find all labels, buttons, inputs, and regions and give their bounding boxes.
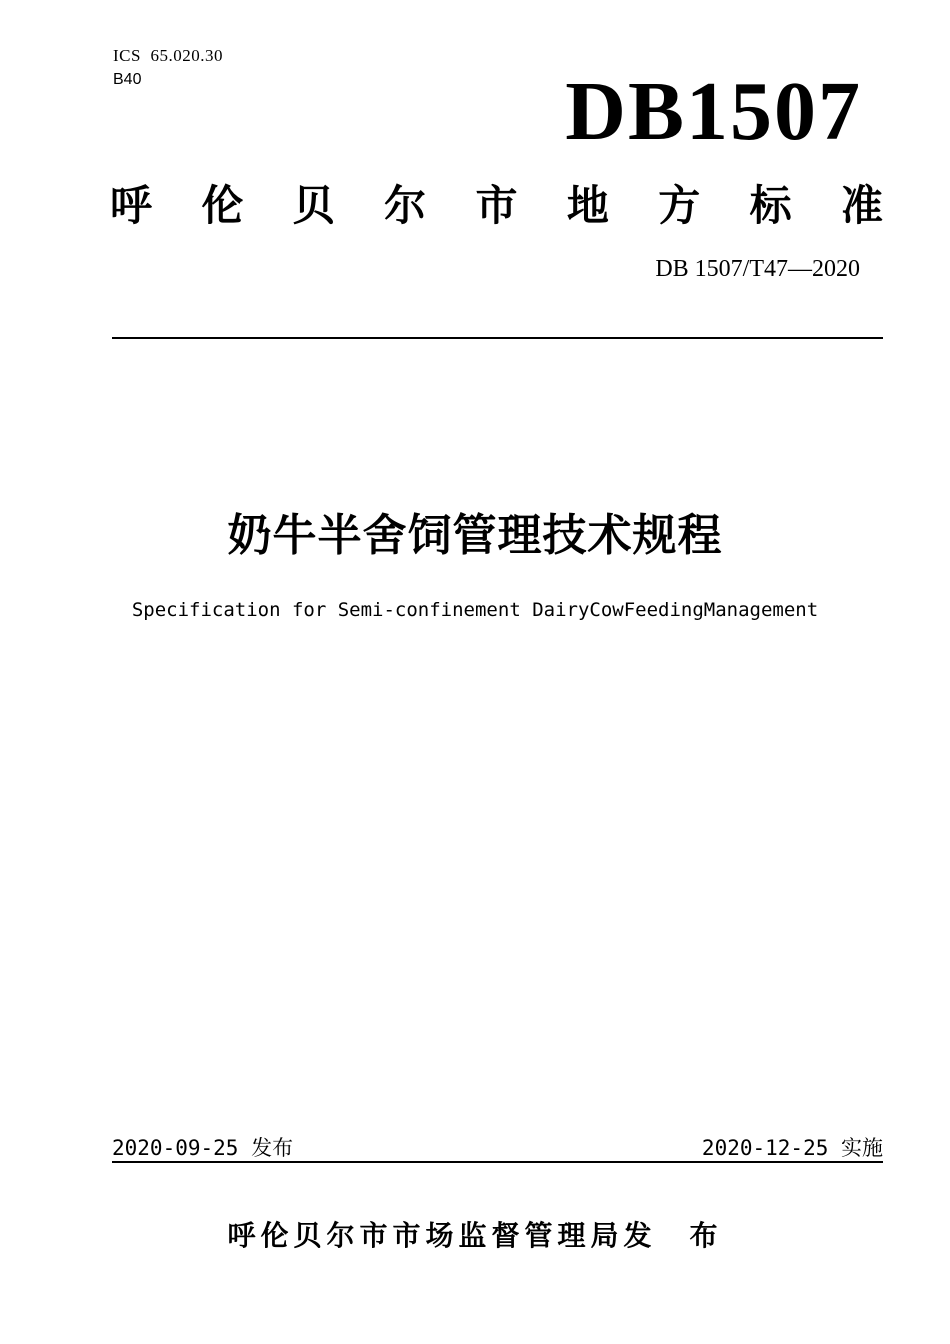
classification-code: B40 — [113, 71, 142, 88]
footer-divider-line — [112, 1161, 883, 1163]
document-title-english: Specification for Semi-confinement DairyCowFeedingManagement — [131, 599, 819, 621]
document-title-chinese: 奶牛半舍饲管理技术规程 — [227, 511, 723, 560]
implementation-date: 2020-12-25 实施 — [701, 1136, 883, 1160]
date-row — [112, 1132, 883, 1162]
standard-number: DB 1507/T47—2020 — [655, 256, 860, 282]
publisher-name: 呼伦贝尔市市场监督管理局发 布 — [227, 1220, 723, 1251]
standard-type-heading: 呼伦贝尔市地方标准 — [110, 182, 883, 229]
ics-code: ICS 65.020.30 — [113, 46, 223, 65]
issue-date: 2020-09-25 发布 — [112, 1136, 294, 1160]
header-divider-line — [112, 337, 883, 339]
db-number-masthead: DB1507 — [565, 65, 862, 158]
